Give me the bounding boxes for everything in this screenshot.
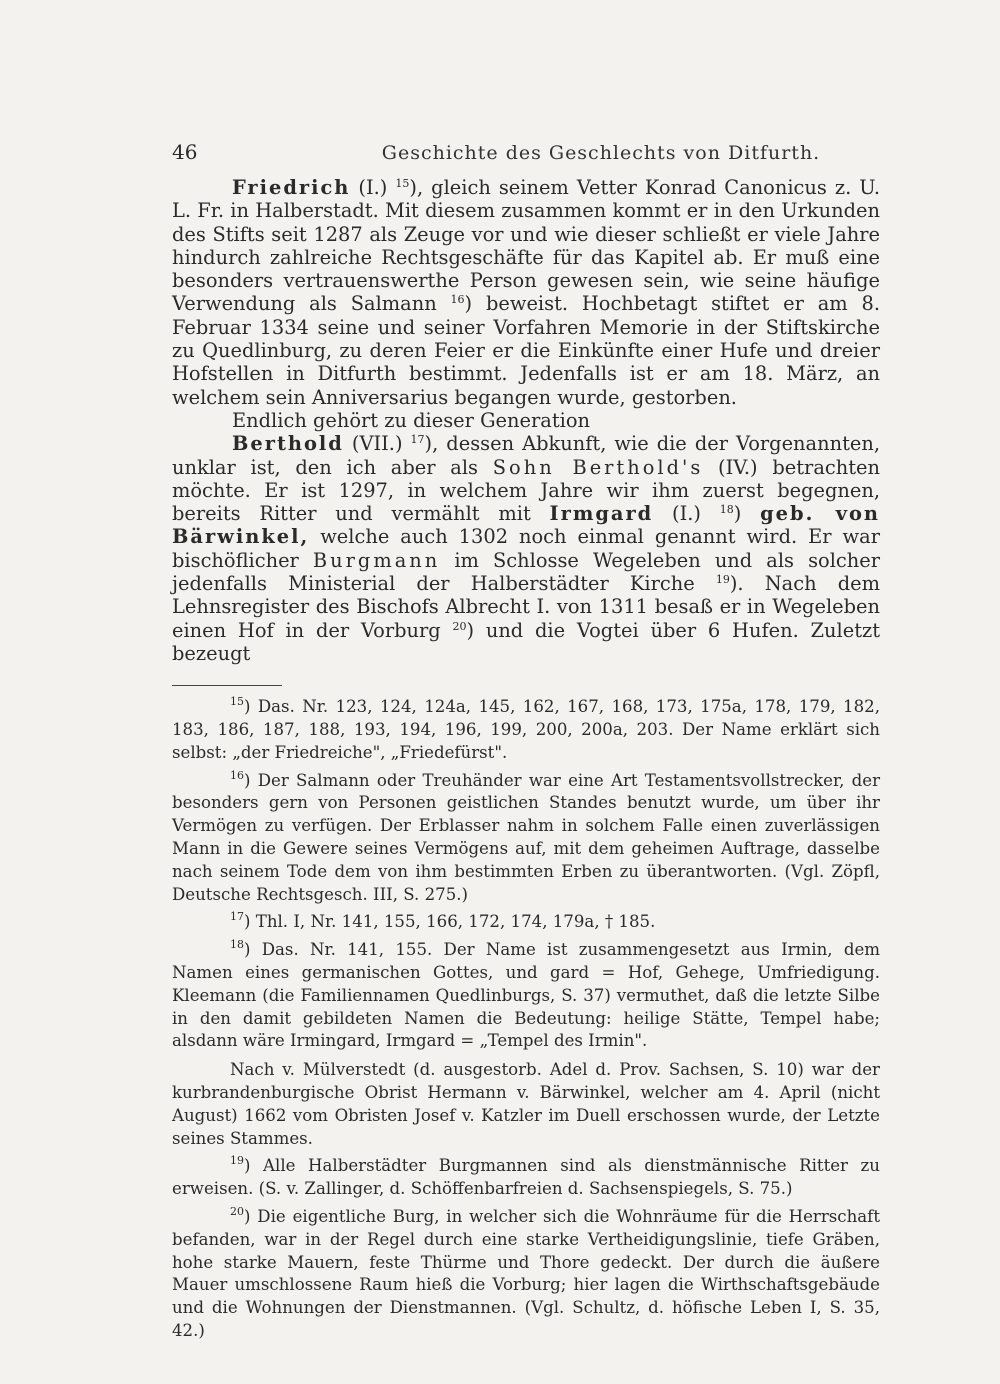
main-text [172, 176, 880, 665]
text-run: ) Thl. I, Nr. 141, 155, 166, 172, 174, 179a, † 185. [244, 912, 656, 932]
footnote-ref: 20 [230, 1204, 244, 1218]
text-run: ), dessen Abkunft, wie die der Vorgenannten, unklar ist, den ich aber als [172, 432, 880, 479]
text-run: (VII.) [343, 432, 411, 456]
text-run: (I.) [653, 502, 720, 526]
paragraph-friedrich [172, 176, 880, 409]
text-run: (I.) [350, 176, 396, 199]
footnote-19 [172, 1155, 880, 1201]
footnote-divider [172, 685, 282, 686]
text-run: ) Die eigentliche Burg, in welcher sich die Wohnräume für die Herrschaft befanden, war in der Regel durch eine starke Vertheidigungslinie, tiefe Gräben, hohe starke Mauern, feste Thürme und Thore gedeckt. Der durch die äußere Mauer umschlossene Raum hieß die Vorburg; hier lagen die Wirthschaftsgebäude und die Wohnungen der Dienstmannen. (Vgl. Schultz, d. höfische Leben I, S. 35, 42.) [172, 1206, 880, 1340]
footnote-16 [172, 770, 880, 907]
text-run: (IV.) betrachten möchte. Er ist 1297, in welchem Jahre wir ihm zuerst begegnen, bereits Ritter und vermählt mit [172, 455, 880, 526]
footnote-ref: 19 [230, 1154, 244, 1168]
text-run: ) Alle Halberstädter Burgmannen sind als dienstmännische Ritter zu erweisen. (S. v. Zallinger, d. Schöffenbarfreien d. Sachsenspiegels, S. 75.) [172, 1156, 880, 1199]
emphasis-text: Friedrich [232, 176, 351, 199]
text-run: Nach v. Mülverstedt (d. ausgestorb. Adel d. Prov. Sachsen, S. 10) war der kurbrandenburgische Obrist Hermann v. Bärwinkel, welcher am 4. April (nicht August) 1662 vom Obristen Josef v. Katzler im Duell erschossen wurde, der Letzte seines Stammes. [172, 1060, 880, 1148]
footnotes [172, 696, 880, 1343]
footnote-18 [172, 939, 880, 1053]
book-page [172, 140, 880, 1348]
emphasis-text: Irmgard [549, 502, 654, 526]
paragraph-berthold [172, 432, 880, 665]
paragraph-generation: Endlich gehört zu dieser Generation [232, 408, 590, 432]
text-run: ) Das. Nr. 141, 155. Der Name ist zusammengesetzt aus Irmin, dem Namen eines germanischen Gottes, und gard = Hof, Gehege, Umfriedigung. Kleemann (die Familiennamen Quedlinburgs, S. 37) vermuthet, daß die letzte Silbe in den damit gebildeten Namen die Bedeutung: heilige Stätte, Tempel habe; alsdann wäre Irmingard, Irmgard = „Tempel des Irmin". [172, 940, 880, 1051]
footnote-ref: 15 [230, 695, 244, 709]
text-run: ). Nach dem Lehnsregister des Bischofs Albrecht I. von 1311 besaß er in Wegeleben einen Hof in der Vorburg [172, 572, 880, 642]
footnote-17 [172, 911, 880, 934]
text-run: ) [733, 502, 761, 526]
emphasis-text: Berthold [232, 432, 344, 456]
text-run: ) und die Vogtei über 6 Hufen. Zuletzt bezeugt [172, 618, 880, 665]
running-title: Geschichte des Geschlechts von Ditfurth. [381, 142, 821, 164]
footnote-ref: 20 [452, 619, 467, 633]
footnote-ref: 15 [395, 177, 410, 190]
text-run: ) Der Salmann oder Treuhänder war eine Art Testamentsvollstrecker, der besonders gern von Personen geistlichen Standes benutzt wurde, um über ihr Vermögen zu verfügen. Der Erblasser nahm in solchem Falle einen zuverlässigen Mann in die Gewere seines Vermögens auf, mit dem geheimen Auftrage, dasselbe nach seinem Tode dem von ihm bestimmten Erben zu überantworten. (Vgl. Zöpfl, Deutsche Rechtsgesch. III, S. 275.) [172, 770, 880, 904]
emphasis-text: geb. von Bärwinkel, [172, 502, 880, 549]
footnote-ref: 16 [450, 293, 465, 307]
footnote-18-continuation [172, 1059, 880, 1150]
footnote-20 [172, 1206, 880, 1343]
emphasis-text: Sohn Berthold's [492, 455, 704, 479]
footnote-15 [172, 696, 880, 764]
footnote-ref: 18 [719, 503, 734, 517]
footnote-ref: 16 [230, 768, 244, 782]
page-number: 46 [172, 140, 198, 164]
footnote-ref: 17 [410, 433, 425, 447]
text-run: ), gleich seinem Vetter Konrad Canonicus z. U. L. Fr. in Halberstadt. Mit diesem zusammen kommt er in den Urkunden des Stifts seit 1287 als Zeuge vor und wie dieser schließt er viele Jahre hindurch zahlreiche Rechtsgeschäfte für das Kapitel ab. Er muß eine besonders vertrauenswerthe Person gewesen sein, wie seine häufige Verwendung als Salmann [172, 176, 881, 316]
text-run: welche auch 1302 noch einmal genannt wird. Er war bischöflicher [172, 525, 880, 572]
page-header [172, 140, 880, 176]
footnote-ref: 19 [715, 573, 730, 587]
footnote-ref: 18 [230, 938, 244, 952]
text-run: ) Das. Nr. 123, 124, 124a, 145, 162, 167, 168, 173, 175a, 178, 179, 182, 183, 186, 187, 188, 193, 194, 196, 199, 200, 200a, 203. Der Name erklärt sich selbst: „der Friedreiche", „Friedefürst". [172, 697, 880, 762]
text-run: ) beweist. Hochbetagt stiftet er am 8. Februar 1334 seine und seiner Vorfahren Memorie in der Stiftskirche zu Quedlinburg, zu deren Feier er die Einkünfte einer Hufe und dreier Hofstellen in Ditfurth bestimmt. Jedenfalls ist er am 18. März, an welchem sein Anniversarius begangen wurde, gestorben. [172, 292, 880, 409]
emphasis-text: Burgmann [312, 548, 441, 572]
footnote-ref: 17 [230, 910, 244, 924]
text-run: im Schlosse Wegeleben und als solcher jedenfalls Ministerial der Halberstädter Kirche [172, 548, 880, 596]
